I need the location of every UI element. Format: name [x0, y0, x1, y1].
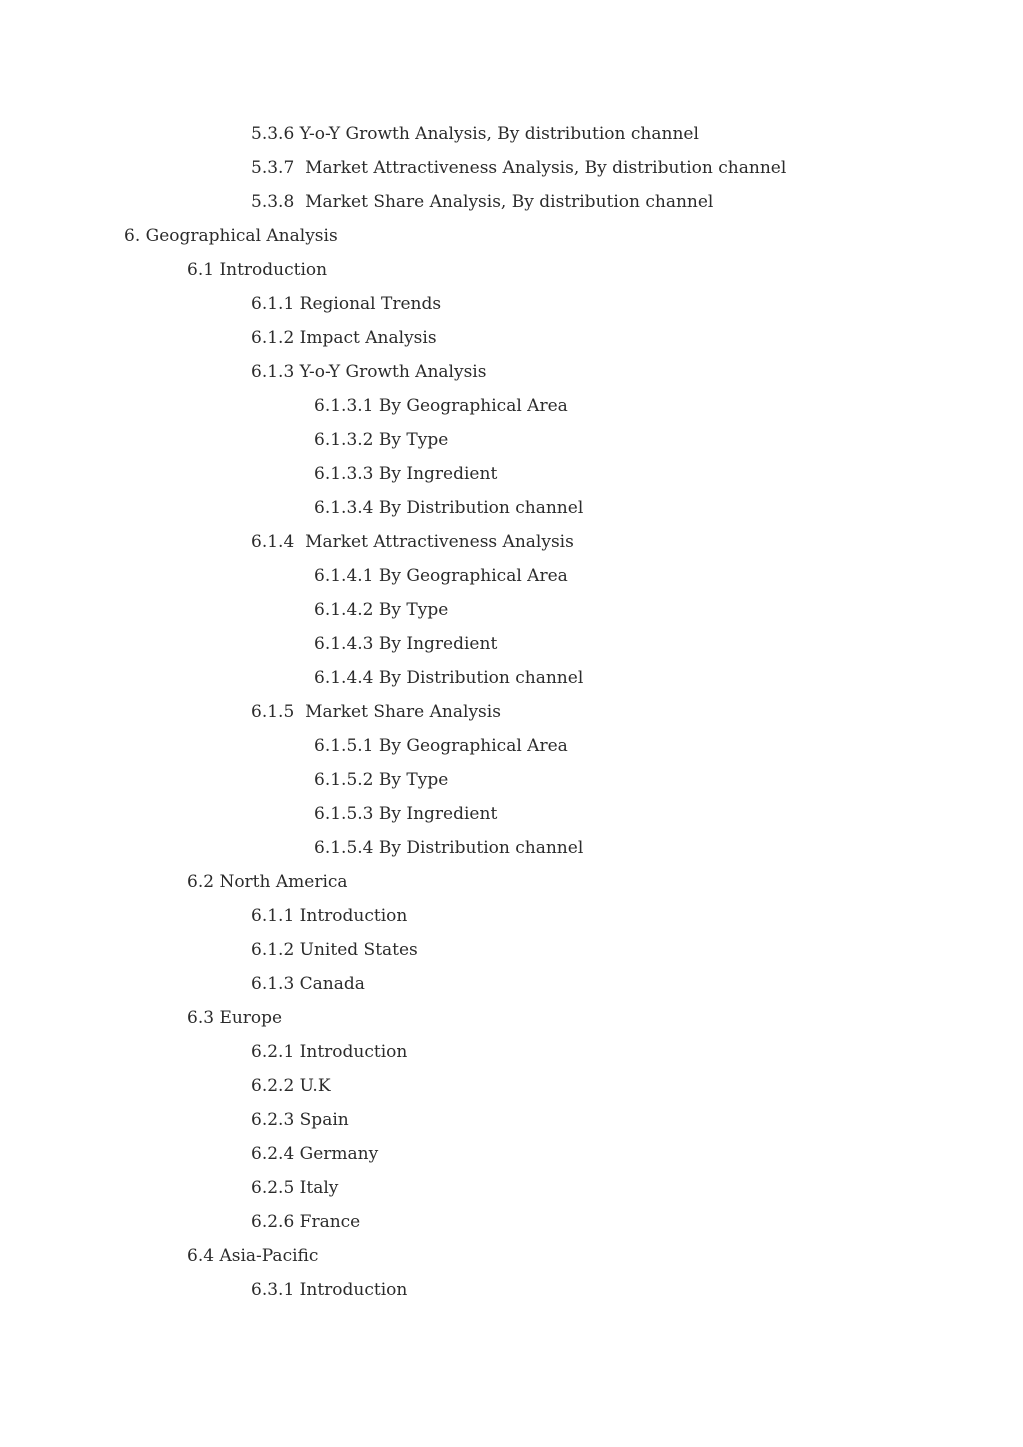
- toc-entry: 5.3.7 Market Attractiveness Analysis, By distribution channel: [251, 158, 787, 178]
- toc-entry: 6.2.5 Italy: [251, 1178, 339, 1198]
- toc-entry: 6.3.1 Introduction: [251, 1280, 408, 1300]
- toc-entry: 6.1.3.2 By Type: [314, 430, 449, 450]
- toc-entry: 6.1.5.3 By Ingredient: [314, 804, 498, 824]
- toc-entry: 6.1.3 Canada: [251, 974, 365, 994]
- toc-entry: 6.1.3.4 By Distribution channel: [314, 498, 584, 518]
- toc-entry: 6.1.4.4 By Distribution channel: [314, 668, 584, 688]
- toc-entry: 6.1.3 Y-o-Y Growth Analysis: [251, 362, 487, 382]
- toc-entry: 6.1.4 Market Attractiveness Analysis: [251, 532, 574, 552]
- toc-entry: 6.1.1 Regional Trends: [251, 294, 442, 314]
- toc-entry: 6.1.3.1 By Geographical Area: [314, 396, 568, 416]
- toc-entry: 5.3.6 Y-o-Y Growth Analysis, By distribution channel: [251, 124, 699, 144]
- toc-entry: 6.1.4.3 By Ingredient: [314, 634, 498, 654]
- toc-entry: 6.1.4.2 By Type: [314, 600, 449, 620]
- toc-entry: 6.1.5 Market Share Analysis: [251, 702, 501, 722]
- toc-entry: 6.2.1 Introduction: [251, 1042, 408, 1062]
- toc-entry: 6.3 Europe: [187, 1008, 283, 1028]
- toc-entry: 6.1.5.1 By Geographical Area: [314, 736, 568, 756]
- toc-entry: 6.2.3 Spain: [251, 1110, 349, 1130]
- toc-entry: 6.1.5.4 By Distribution channel: [314, 838, 584, 858]
- toc-entry: 6.1.2 Impact Analysis: [251, 328, 437, 348]
- toc-entry: 6. Geographical Analysis: [124, 226, 338, 246]
- toc-entry: 6.1.3.3 By Ingredient: [314, 464, 498, 484]
- toc-entry: 5.3.8 Market Share Analysis, By distribution channel: [251, 192, 714, 212]
- toc-entry: 6.1 Introduction: [187, 260, 328, 280]
- toc-entry: 6.1.2 United States: [251, 940, 418, 960]
- toc-entry: 6.2.2 U.K: [251, 1076, 331, 1096]
- toc-entry: 6.2.4 Germany: [251, 1144, 379, 1164]
- toc-entry: 6.1.5.2 By Type: [314, 770, 449, 790]
- toc-entry: 6.1.4.1 By Geographical Area: [314, 566, 568, 586]
- table-of-contents: [0, 117, 1023, 1307]
- toc-entry: 6.2 North America: [187, 872, 348, 892]
- toc-entry: 6.1.1 Introduction: [251, 906, 408, 926]
- toc-entry: 6.4 Asia-Pacific: [187, 1246, 319, 1266]
- toc-entry: 6.2.6 France: [251, 1212, 361, 1232]
